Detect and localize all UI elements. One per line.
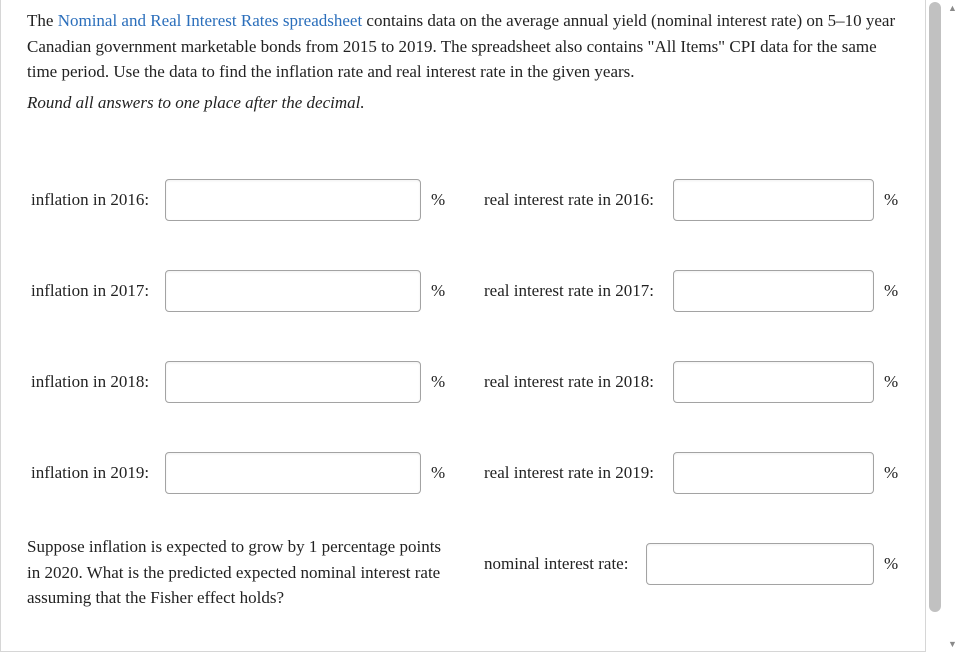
nominal-rate-label: nominal interest rate: (484, 554, 629, 573)
inflation-2018-input[interactable] (165, 361, 421, 403)
scroll-down-icon[interactable]: ▼ (948, 639, 957, 649)
real-rate-2017-input[interactable] (673, 270, 874, 312)
inflation-2019-input[interactable] (165, 452, 421, 494)
scroll-up-icon[interactable]: ▲ (948, 3, 957, 13)
scrollbar-thumb[interactable] (929, 2, 941, 612)
real-rate-2019-input[interactable] (673, 452, 874, 494)
real-rate-2016-input[interactable] (673, 179, 874, 221)
inflation-2019-label: inflation in 2019: (31, 463, 150, 482)
nominal-rate-unit: % (884, 554, 899, 573)
real-rate-2018-unit: % (884, 372, 899, 391)
inflation-2016-unit: % (431, 190, 446, 209)
inflation-2017-label: inflation in 2017: (31, 281, 150, 300)
nominal-rate-input[interactable] (646, 543, 874, 585)
inflation-2018-unit: % (431, 372, 446, 391)
rounding-instruction: Round all answers to one place after the decimal. (27, 93, 365, 112)
real-rate-2017-label: real interest rate in 2017: (484, 281, 654, 300)
inflation-2016-label: inflation in 2016: (31, 190, 150, 209)
inflation-2017-input[interactable] (165, 270, 421, 312)
real-rate-2016-unit: % (884, 190, 899, 209)
real-rate-2018-input[interactable] (673, 361, 874, 403)
fisher-question: Suppose inflation is expected to grow by 1 percentage points in 2020. What is the predicted expected nominal interest rate assuming that the Fisher effect holds? (27, 537, 442, 607)
inflation-2019-unit: % (431, 463, 446, 482)
real-rate-2018-label: real interest rate in 2018: (484, 372, 654, 391)
spreadsheet-link[interactable]: Nominal and Real Interest Rates spreadsheet (57, 11, 363, 30)
intro-prefix: The (27, 11, 58, 30)
intro-paragraph (27, 8, 907, 85)
real-rate-2016-label: real interest rate in 2016: (484, 190, 654, 209)
inflation-2018-label: inflation in 2018: (31, 372, 150, 391)
inflation-2017-unit: % (431, 281, 446, 300)
inflation-2016-input[interactable] (165, 179, 421, 221)
real-rate-2019-unit: % (884, 463, 899, 482)
intro-suffix: contains data on the average annual yield (nominal interest rate) on 5–10 year Canadian government marketable bonds from 2015 to 2019. The spreadsheet also contains "All Items" CPI data for the same time period. Use the data to find the inflation rate and real interest rate in the given years. (27, 11, 896, 81)
real-rate-2017-unit: % (884, 281, 899, 300)
real-rate-2019-label: real interest rate in 2019: (484, 463, 654, 482)
